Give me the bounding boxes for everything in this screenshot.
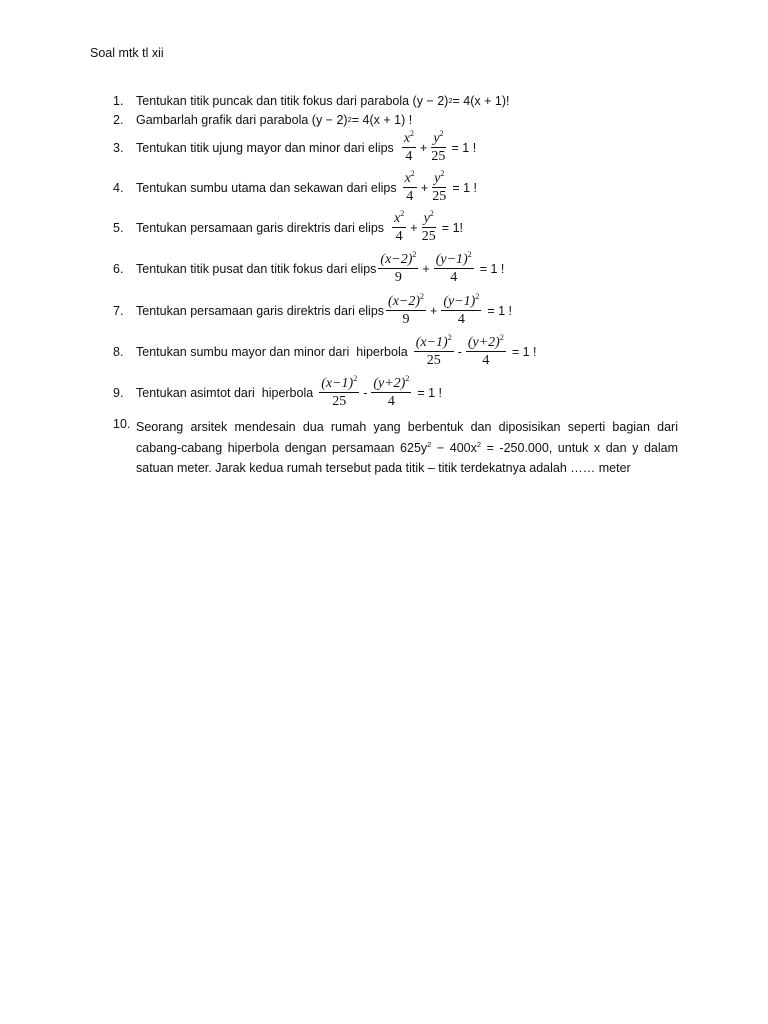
question-tail: = 4(x + 1)! <box>452 94 510 108</box>
operator: + <box>422 261 430 276</box>
fraction-numerator: y <box>434 171 441 186</box>
exponent: 2 <box>429 209 434 218</box>
exponent: 2 <box>447 333 452 342</box>
question-line-2-part-b: − 400x <box>431 440 477 455</box>
fraction-denominator: 4 <box>482 353 490 368</box>
question-line-2-part-c: = -250.000, untuk x dan y dalam <box>481 440 678 455</box>
question-5 <box>113 211 678 244</box>
question-number: 7. <box>113 303 124 318</box>
question-3 <box>113 131 678 164</box>
exponent: 2 <box>405 374 410 383</box>
exponent: 2 <box>476 439 482 449</box>
fraction-denominator: 4 <box>406 189 414 204</box>
question-text <box>136 294 512 327</box>
question-4 <box>113 171 678 204</box>
fraction-denominator: 4 <box>395 229 403 244</box>
question-text: Tentukan titik puncak dan titik fokus dari parabola (y − 2) 2 = 4(x + 1)! <box>136 94 510 108</box>
question-9 <box>113 376 678 409</box>
fraction-2 <box>441 294 481 327</box>
question-stem: Tentukan asimtot dari hiperbola <box>136 385 314 400</box>
question-line-1: Seorang arsitek mendesain dua rumah yang berbentuk dan diposisikan seperti bagian dari <box>136 420 678 434</box>
equation-rhs: = 1 ! <box>452 180 477 195</box>
question-tail: = 4(x + 1) ! <box>351 113 413 127</box>
question-2 <box>113 113 678 127</box>
exponent: 2 <box>410 169 415 178</box>
operator: + <box>410 220 418 235</box>
operator: + <box>420 180 429 195</box>
question-text <box>136 131 476 164</box>
fraction-1 <box>392 211 406 244</box>
fraction-denominator: 25 <box>431 149 446 164</box>
question-stem: Tentukan sumbu utama dan sekawan dari elips <box>136 180 397 195</box>
exponent: 2 <box>440 169 445 178</box>
fraction-denominator: 25 <box>426 353 441 368</box>
exponent: 2 <box>439 129 444 138</box>
fraction-denominator: 9 <box>402 312 410 327</box>
fraction-2 <box>466 335 506 368</box>
fraction-denominator: 25 <box>432 189 447 204</box>
exponent: 2 <box>353 374 358 383</box>
question-line-2-part-a: cabang-cabang hiperbola dengan persamaan 625y <box>136 440 428 455</box>
question-number: 10. <box>113 417 131 431</box>
exponent: 2 <box>499 333 504 342</box>
fraction-2 <box>431 131 445 164</box>
question-7 <box>113 294 678 327</box>
question-line-3: satuan meter. Jarak kedua rumah tersebut pada titik – titik terdekatnya adalah …… meter <box>136 461 631 475</box>
fraction-denominator: 4 <box>405 149 413 164</box>
question-number: 2. <box>113 113 124 127</box>
question-stem: Tentukan persamaan garis direktris dari elips <box>136 220 385 235</box>
question-line-2 <box>136 438 678 459</box>
fraction-denominator: 4 <box>387 394 395 409</box>
fraction-1 <box>414 335 454 368</box>
question-number: 9. <box>113 385 124 400</box>
fraction-numerator: (y−1) <box>443 294 476 309</box>
question-text <box>136 211 463 244</box>
fraction-denominator: 9 <box>394 270 402 285</box>
question-stem: Tentukan titik puncak dan titik fokus dari parabola (y − 2) <box>136 94 449 108</box>
fraction-1 <box>386 294 426 327</box>
question-stem: Tentukan titik ujung mayor dan minor dari elips <box>136 140 394 155</box>
question-text <box>136 417 678 479</box>
equation-rhs: = 1 ! <box>451 140 477 155</box>
question-6 <box>113 252 678 285</box>
fraction-numerator: (x−1) <box>415 335 448 350</box>
equation-rhs: = 1 ! <box>511 344 537 359</box>
exponent: 2 <box>400 209 405 218</box>
fraction-1 <box>402 131 416 164</box>
question-stem: Tentukan titik pusat dan titik fokus dari elips <box>136 261 377 276</box>
exponent: 2 <box>467 250 472 259</box>
document-title: Soal mtk tl xii <box>90 46 164 60</box>
question-text <box>136 335 537 368</box>
fraction-denominator: 4 <box>457 312 465 327</box>
question-text <box>136 376 442 409</box>
equation-rhs: = 1 ! <box>479 261 505 276</box>
question-8 <box>113 335 678 368</box>
operator: + <box>420 140 428 155</box>
fraction-denominator: 25 <box>332 394 347 409</box>
fraction-numerator: x <box>394 211 401 226</box>
exponent: 2 <box>412 250 417 259</box>
fraction-2 <box>371 376 411 409</box>
fraction-denominator: 25 <box>421 229 436 244</box>
fraction-2 <box>422 211 436 244</box>
question-number: 6. <box>113 261 124 276</box>
equation-rhs: = 1 ! <box>417 385 443 400</box>
question-1 <box>113 94 678 108</box>
exponent: 2 <box>410 129 414 138</box>
fraction-2 <box>434 252 474 285</box>
exponent: 2 <box>427 439 432 449</box>
fraction-1 <box>403 171 417 204</box>
question-stem: Tentukan persamaan garis direktris dari elips <box>136 303 385 318</box>
question-text <box>136 171 477 204</box>
fraction-numerator: x <box>404 171 411 186</box>
operator: - <box>457 344 462 359</box>
fraction-numerator: x <box>403 131 410 146</box>
exponent: 2 <box>475 292 480 301</box>
fraction-numerator: y <box>433 131 440 146</box>
question-number: 3. <box>113 140 124 155</box>
question-text <box>136 252 504 285</box>
question-text: Gambarlah grafik dari parabola (y − 2) 2 = 4(x + 1) ! <box>136 113 413 127</box>
question-number: 8. <box>113 344 124 359</box>
question-number: 4. <box>113 180 124 195</box>
fraction-numerator: (y+2) <box>467 335 500 350</box>
fraction-numerator: (x−2) <box>388 294 421 309</box>
operator: - <box>363 385 368 400</box>
exponent: 2 <box>420 292 425 301</box>
question-number: 1. <box>113 94 124 108</box>
fraction-numerator: (y+2) <box>373 376 406 391</box>
question-stem: Tentukan sumbu mayor dan minor dari hiperbola <box>136 344 408 359</box>
question-stem: Gambarlah grafik dari parabola (y − 2) <box>136 113 348 127</box>
equation-rhs: = 1 ! <box>487 303 513 318</box>
fraction-numerator: (x−1) <box>321 376 354 391</box>
fraction-1 <box>378 252 418 285</box>
fraction-numerator: (y−1) <box>435 252 468 267</box>
question-number: 5. <box>113 220 124 235</box>
fraction-numerator: (x−2) <box>380 252 413 267</box>
fraction-denominator: 4 <box>450 270 458 285</box>
equation-rhs: = 1! <box>441 220 463 235</box>
fraction-1 <box>319 376 359 409</box>
operator: + <box>430 303 438 318</box>
fraction-numerator: y <box>423 211 430 226</box>
fraction-2 <box>432 171 446 204</box>
